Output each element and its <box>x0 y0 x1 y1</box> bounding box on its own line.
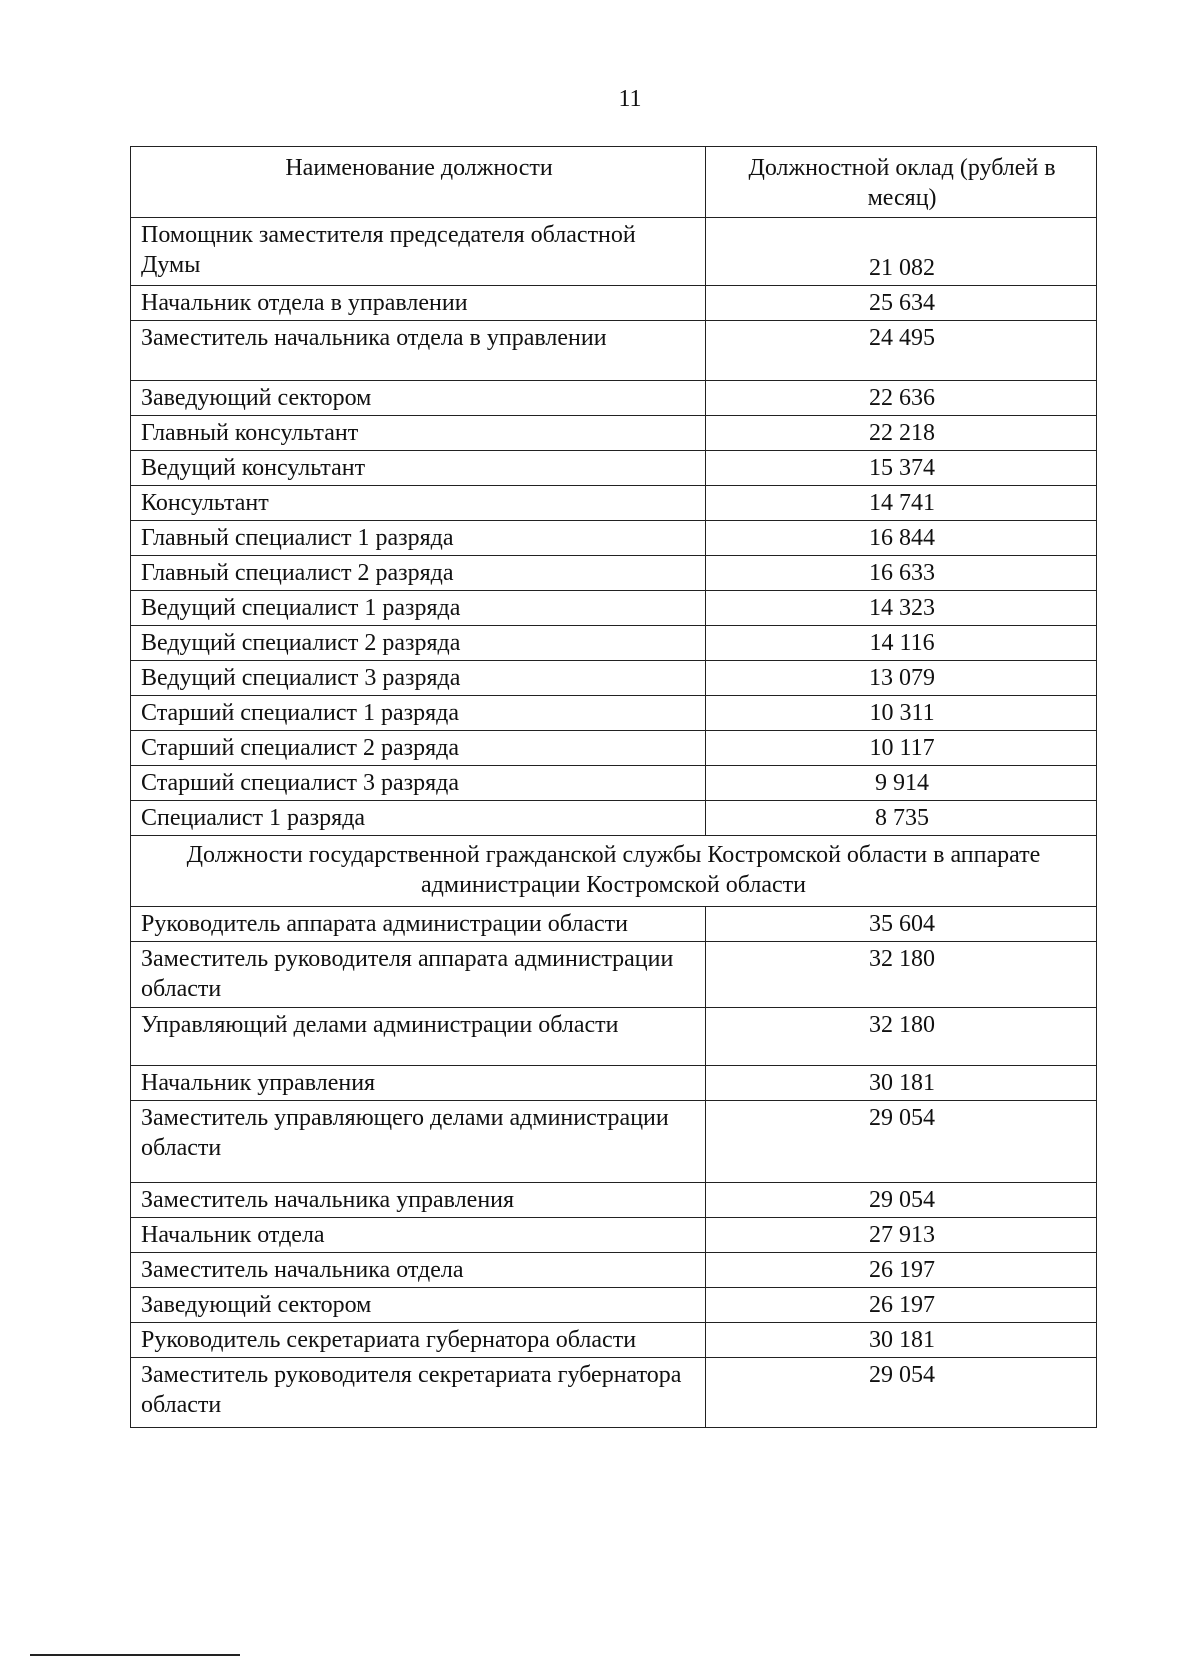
salary-value: 32 180 <box>706 942 1097 1008</box>
salary-value: 26 197 <box>706 1288 1097 1323</box>
table-row <box>131 907 1097 942</box>
position-name: Ведущий специалист 2 разряда <box>131 626 706 661</box>
salary-table <box>130 146 1097 1428</box>
position-name: Старший специалист 3 разряда <box>131 766 706 801</box>
salary-value: 29 054 <box>706 1183 1097 1218</box>
position-name: Ведущий специалист 3 разряда <box>131 661 706 696</box>
salary-value: 9 914 <box>706 766 1097 801</box>
table-row <box>131 556 1097 591</box>
salary-value: 14 116 <box>706 626 1097 661</box>
table-row <box>131 731 1097 766</box>
footer-divider <box>30 1654 240 1656</box>
salary-value: 24 495 <box>706 321 1097 381</box>
table-row <box>131 381 1097 416</box>
table-row <box>131 591 1097 626</box>
position-name: Заместитель начальника отдела <box>131 1253 706 1288</box>
salary-value: 26 197 <box>706 1253 1097 1288</box>
table-row <box>131 801 1097 836</box>
position-name: Главный специалист 2 разряда <box>131 556 706 591</box>
position-name: Заместитель управляющего делами администрации области <box>131 1101 706 1183</box>
salary-value: 21 082 <box>706 218 1097 286</box>
table-row <box>131 1323 1097 1358</box>
position-name: Заместитель руководителя аппарата администрации области <box>131 942 706 1008</box>
table-row <box>131 696 1097 731</box>
table-row <box>131 1183 1097 1218</box>
position-name: Старший специалист 1 разряда <box>131 696 706 731</box>
table-row <box>131 1218 1097 1253</box>
salary-value: 30 181 <box>706 1323 1097 1358</box>
position-name: Заведующий сектором <box>131 1288 706 1323</box>
position-name: Главный специалист 1 разряда <box>131 521 706 556</box>
position-name: Старший специалист 2 разряда <box>131 731 706 766</box>
table-row <box>131 626 1097 661</box>
salary-value: 10 311 <box>706 696 1097 731</box>
table-row <box>131 942 1097 1008</box>
salary-value: 14 741 <box>706 486 1097 521</box>
table-row <box>131 451 1097 486</box>
table-row <box>131 1288 1097 1323</box>
salary-value: 29 054 <box>706 1101 1097 1183</box>
table-row <box>131 766 1097 801</box>
salary-value: 16 844 <box>706 521 1097 556</box>
salary-value: 25 634 <box>706 286 1097 321</box>
salary-value: 15 374 <box>706 451 1097 486</box>
position-name: Ведущий консультант <box>131 451 706 486</box>
position-name: Начальник управления <box>131 1066 706 1101</box>
table-row <box>131 521 1097 556</box>
salary-value: 29 054 <box>706 1358 1097 1428</box>
salary-value: 35 604 <box>706 907 1097 942</box>
position-name: Заместитель начальника управления <box>131 1183 706 1218</box>
table-row <box>131 218 1097 286</box>
position-name: Заместитель руководителя секретариата губернатора области <box>131 1358 706 1428</box>
salary-value: 32 180 <box>706 1008 1097 1066</box>
table-row <box>131 286 1097 321</box>
table-row <box>131 661 1097 696</box>
header-position: Наименование должности <box>131 147 706 218</box>
position-name: Помощник заместителя председателя областной Думы <box>131 218 706 286</box>
position-name: Начальник отдела <box>131 1218 706 1253</box>
position-name: Ведущий специалист 1 разряда <box>131 591 706 626</box>
salary-value: 22 218 <box>706 416 1097 451</box>
header-salary: Должностной оклад (рублей в месяц) <box>706 147 1097 218</box>
page-number: 11 <box>618 86 642 112</box>
table-header-row <box>131 147 1097 218</box>
table-row <box>131 321 1097 381</box>
section-heading: Должности государственной гражданской службы Костромской области в аппарате администрации Костромской области <box>131 836 1097 907</box>
salary-value: 8 735 <box>706 801 1097 836</box>
table-row <box>131 1008 1097 1066</box>
position-name: Руководитель секретариата губернатора области <box>131 1323 706 1358</box>
table-row <box>131 486 1097 521</box>
table-row <box>131 1066 1097 1101</box>
position-name: Консультант <box>131 486 706 521</box>
table-row <box>131 416 1097 451</box>
position-name: Заместитель начальника отдела в управлении <box>131 321 706 381</box>
table-row <box>131 1101 1097 1183</box>
salary-value: 10 117 <box>706 731 1097 766</box>
salary-value: 16 633 <box>706 556 1097 591</box>
table-row <box>131 1253 1097 1288</box>
salary-value: 14 323 <box>706 591 1097 626</box>
section-heading-row <box>131 836 1097 907</box>
table-row <box>131 1358 1097 1428</box>
position-name: Главный консультант <box>131 416 706 451</box>
salary-value: 27 913 <box>706 1218 1097 1253</box>
salary-value: 22 636 <box>706 381 1097 416</box>
salary-value: 13 079 <box>706 661 1097 696</box>
salary-value: 30 181 <box>706 1066 1097 1101</box>
position-name: Специалист 1 разряда <box>131 801 706 836</box>
position-name: Заведующий сектором <box>131 381 706 416</box>
position-name: Начальник отдела в управлении <box>131 286 706 321</box>
position-name: Руководитель аппарата администрации области <box>131 907 706 942</box>
position-name: Управляющий делами администрации области <box>131 1008 706 1066</box>
